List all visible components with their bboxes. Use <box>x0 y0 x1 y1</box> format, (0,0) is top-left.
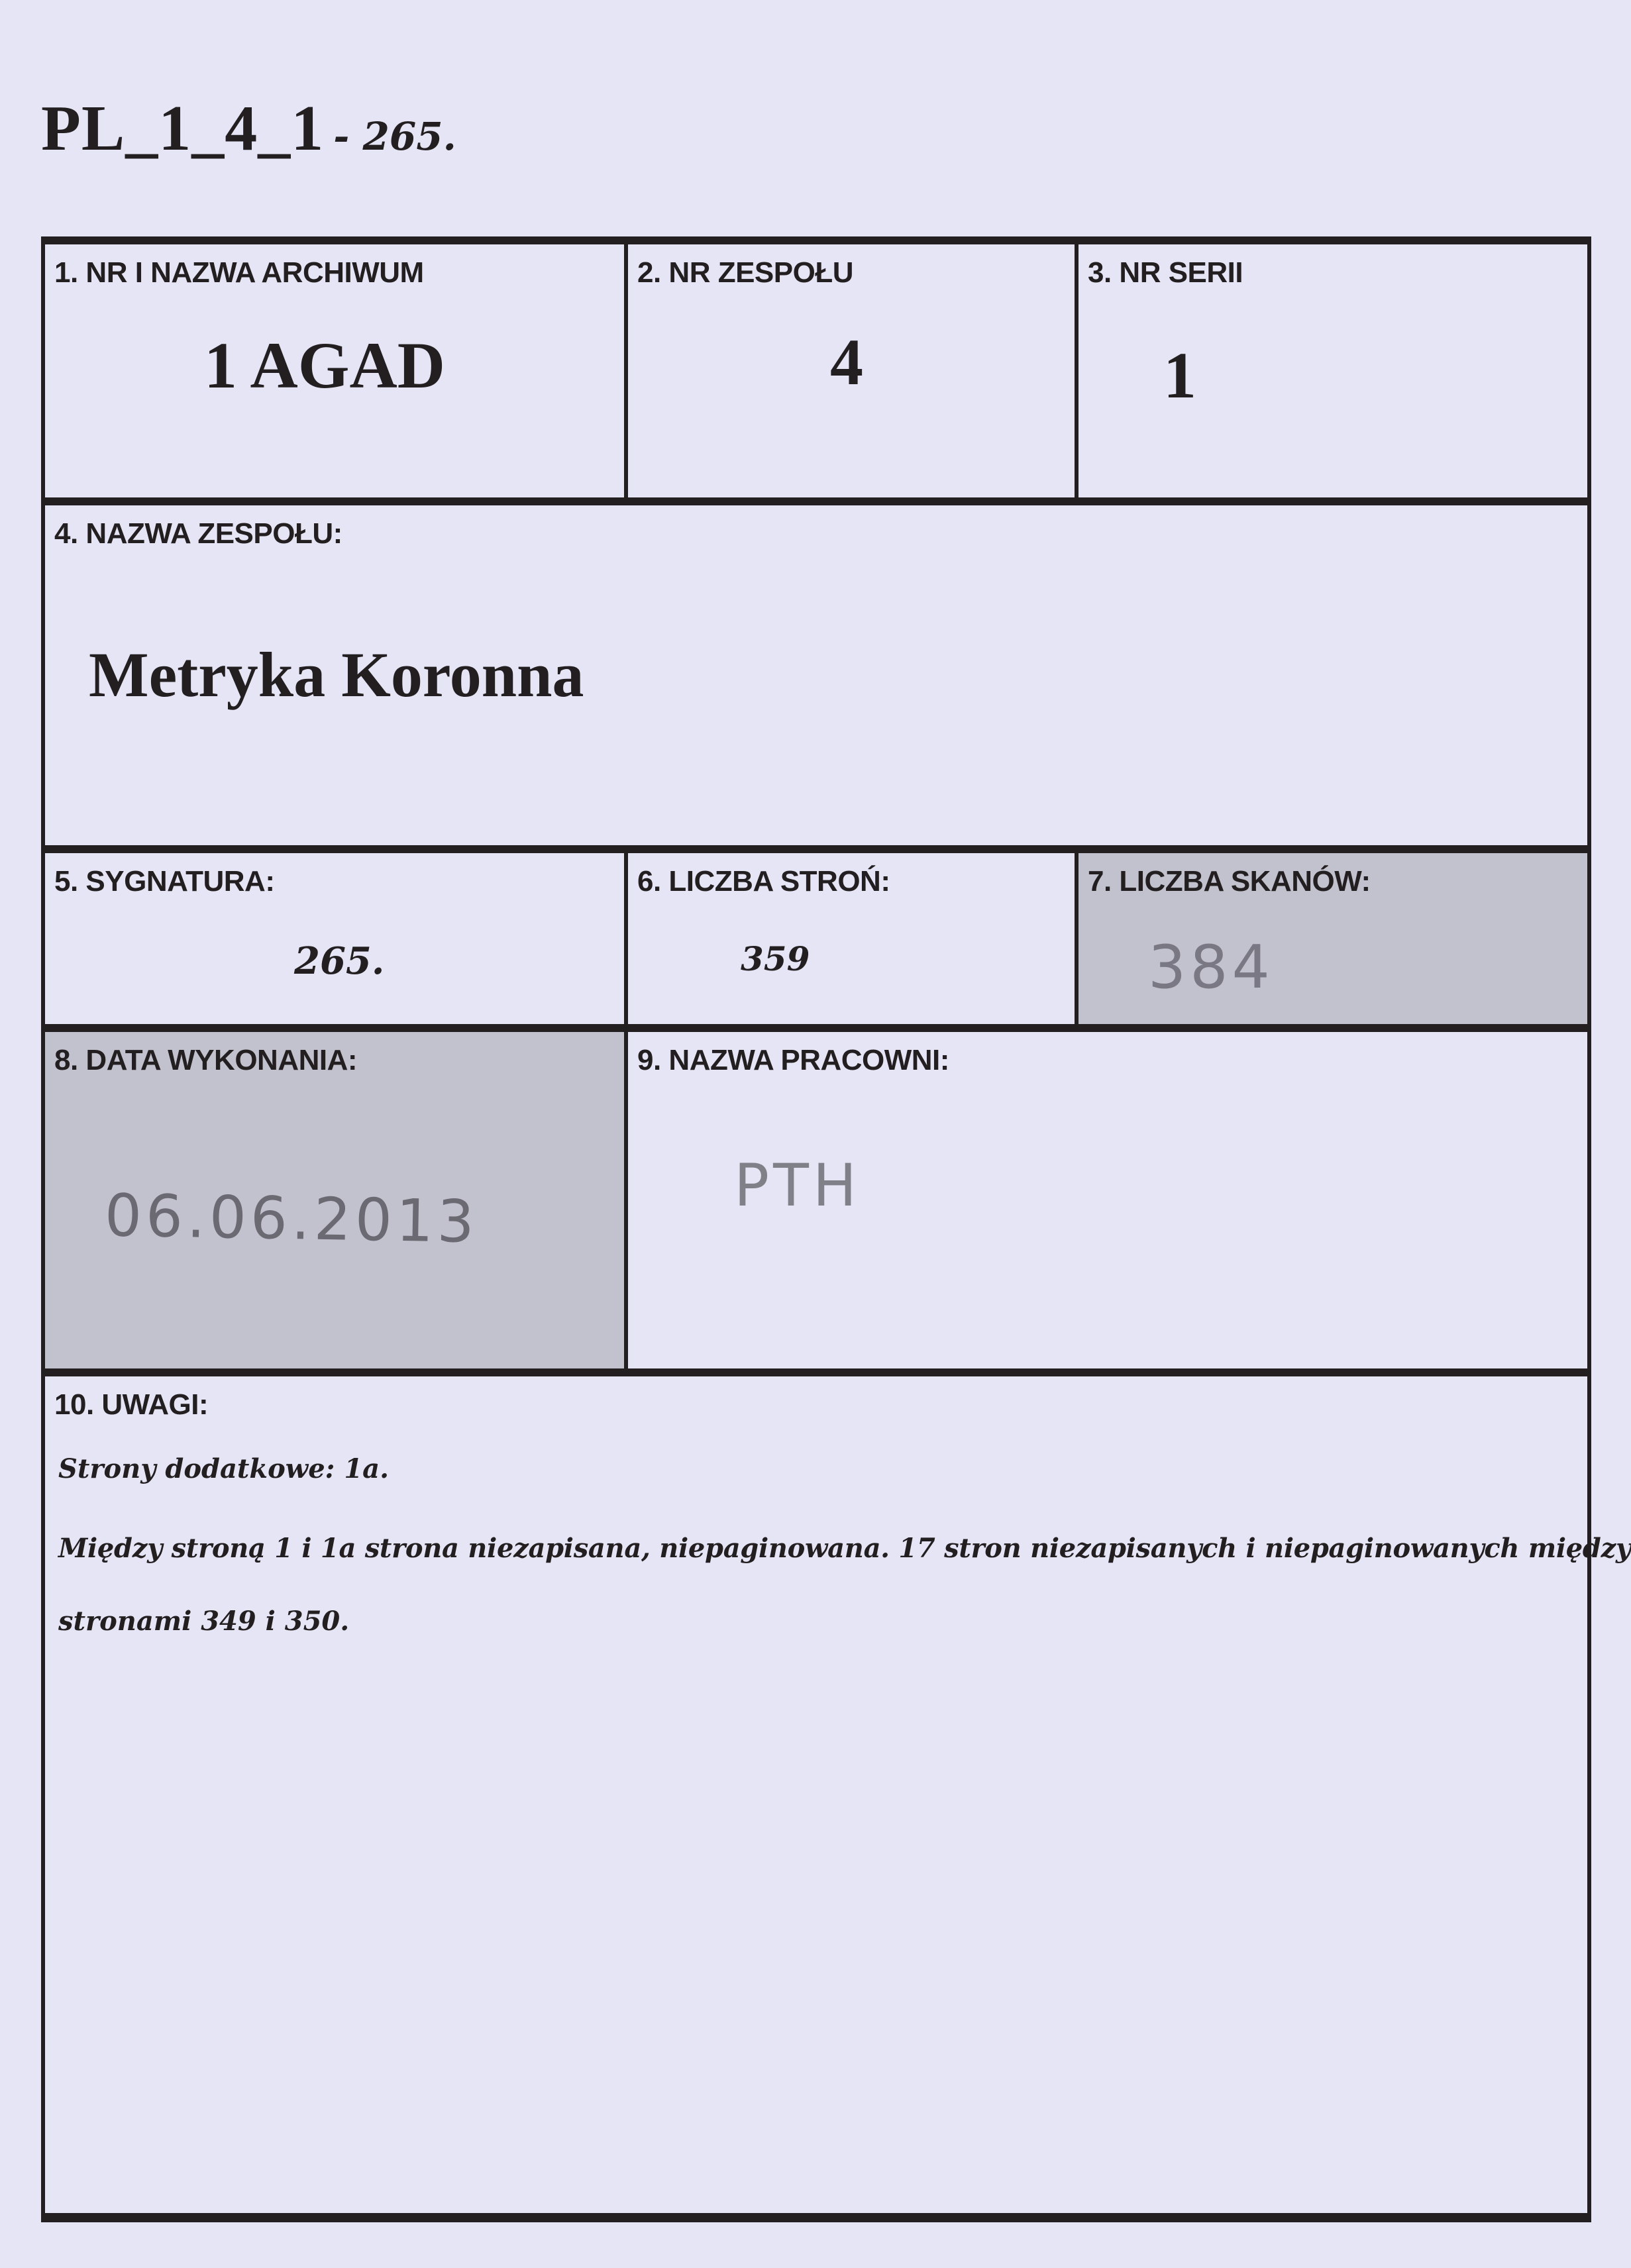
field-series-number-value: 1 <box>1163 338 1196 412</box>
form-row-identifiers <box>45 244 1587 505</box>
field-notes-body <box>58 1443 1631 1681</box>
form-row-counts <box>45 853 1587 1032</box>
note-line: Strony dodatkowe: 1a. <box>58 1453 390 1484</box>
field-series-number <box>1079 244 1587 497</box>
field-scan-count-value <box>1148 933 1274 1002</box>
field-page-count-label: 6. LICZBA STROŃ: <box>637 865 890 898</box>
field-signature-label: 5. SYGNATURA: <box>54 865 275 898</box>
field-signature-value: 265. <box>294 939 385 983</box>
form-row-fond-name <box>45 505 1587 853</box>
reference-code-handwritten-suffix: - 265. <box>333 114 456 159</box>
field-fond-name <box>45 505 1587 845</box>
field-date <box>45 1032 628 1368</box>
field-page-count <box>628 853 1079 1024</box>
field-scan-count-prefix: 38 <box>1148 933 1232 1002</box>
field-fond-name-label: 4. NAZWA ZESPOŁU: <box>54 517 342 550</box>
field-date-value: 06.06.2013 <box>104 1181 479 1256</box>
field-signature <box>45 853 628 1024</box>
field-fond-name-value: Metryka Koronna <box>89 639 584 710</box>
field-workshop-label: 9. NAZWA PRACOWNI: <box>637 1044 949 1076</box>
field-scan-count <box>1079 853 1587 1024</box>
field-date-label: 8. DATA WYKONANIA: <box>54 1044 358 1076</box>
form-row-notes <box>45 1376 1631 2213</box>
field-scan-count-corrected-digit: 4 <box>1232 933 1274 1002</box>
field-notes-label: 10. UWAGI: <box>54 1388 209 1421</box>
field-fond-number-label: 2. NR ZESPOŁU <box>637 256 853 289</box>
note-line: Między stroną 1 i 1a strona niezapisana, niepaginowana. 17 stron niezapisanych i niepaginowanych między <box>58 1533 1631 1564</box>
note-line: stronami 349 i 350. <box>58 1606 350 1637</box>
field-fond-number <box>628 244 1079 497</box>
field-workshop-value: PTH <box>734 1151 861 1219</box>
field-page-count-value: 359 <box>741 939 810 978</box>
field-fond-number-value: 4 <box>830 325 863 399</box>
field-notes <box>45 1376 1631 2213</box>
field-workshop <box>628 1032 1587 1368</box>
field-archive <box>45 244 628 497</box>
reference-code <box>41 91 456 166</box>
reference-code-printed: PL_1_4_1 <box>41 93 325 164</box>
field-archive-label: 1. NR I NAZWA ARCHIWUM <box>54 256 424 289</box>
field-series-number-label: 3. NR SERII <box>1088 256 1243 289</box>
metadata-form <box>41 236 1631 2222</box>
field-scan-count-label: 7. LICZBA SKANÓW: <box>1088 865 1371 898</box>
field-archive-value: 1 AGAD <box>204 329 445 402</box>
form-row-date-workshop <box>45 1032 1587 1376</box>
